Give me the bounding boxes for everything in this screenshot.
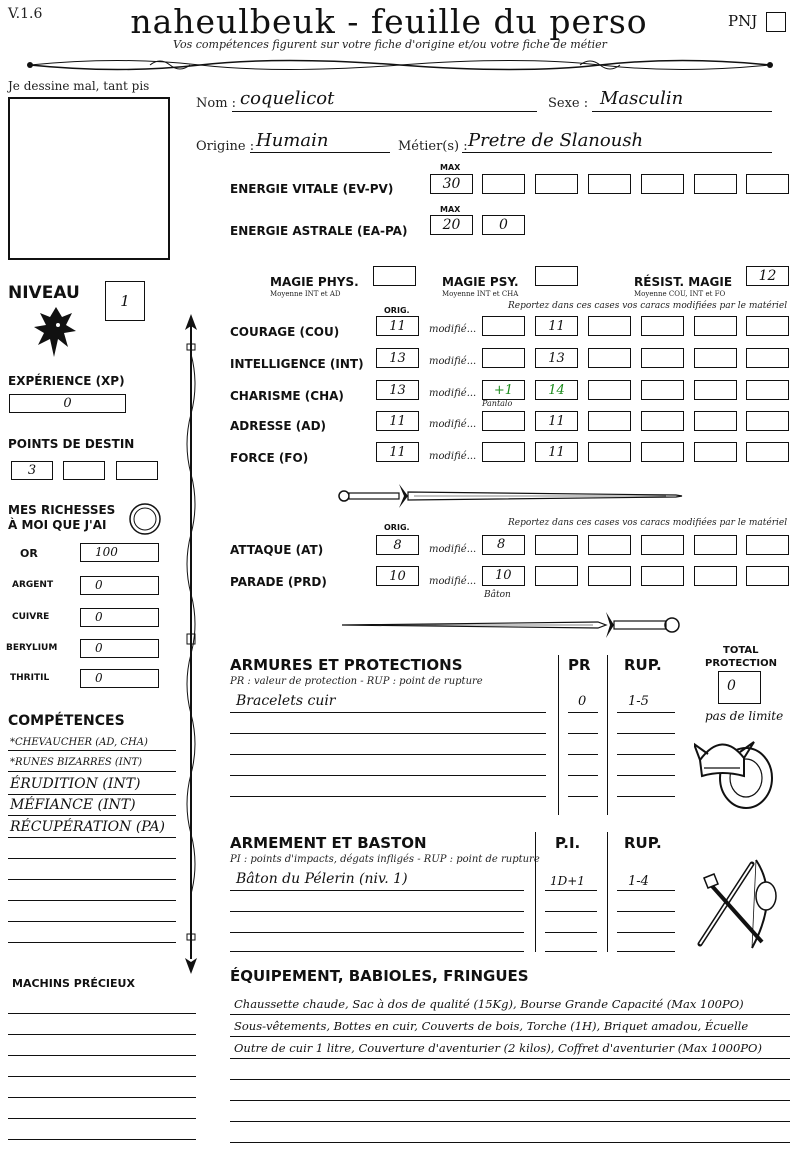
level-label: NIVEAU	[8, 283, 80, 303]
weapon-row-line-3	[230, 932, 524, 933]
combat-mod5-prd[interactable]	[694, 566, 737, 586]
stat-modifier-label-ad: modifié...	[429, 419, 477, 430]
skill-line-5	[8, 837, 176, 838]
weapon-row-line-4b	[545, 951, 597, 952]
armor-row-line-4c	[617, 775, 675, 776]
equipment-line-3[interactable]: Outre de cuir 1 litre, Couverture d'aventurier (2 kilos), Coffret d'aventurier (Max 1000PO)	[234, 1041, 762, 1055]
armor-item-name[interactable]: Bracelets cuir	[236, 693, 336, 709]
ea-label: ENERGIE ASTRALE (EA-PA)	[230, 224, 408, 238]
weapon-row-line-4	[230, 951, 524, 952]
stat-mod4-cha[interactable]	[641, 380, 684, 400]
combat-mod6-prd[interactable]	[746, 566, 789, 586]
stat-mod3-int[interactable]	[588, 348, 631, 368]
stat-mod5-ad[interactable]	[694, 411, 737, 431]
wealth-or-box[interactable]: 100	[80, 543, 159, 562]
wealth-berylium-label: BERYLIUM	[6, 643, 58, 653]
stat-mod4-cou[interactable]	[641, 316, 684, 336]
stat-mod6-cha[interactable]	[746, 380, 789, 400]
stat-modifier-label-fo: modifié...	[429, 451, 477, 462]
armor-row-line-2b	[568, 733, 598, 734]
combat-mod1-note-prd: Bâton	[484, 590, 511, 600]
xp-box[interactable]: 0	[9, 394, 126, 413]
armor-col-divider-2	[607, 655, 608, 815]
weapon-row-line-3b	[545, 932, 597, 933]
wealth-cuivre-box[interactable]: 0	[80, 608, 159, 627]
name-value[interactable]: coquelicot	[240, 88, 335, 109]
stat-mod1-note-cha: Pantalo	[482, 399, 513, 408]
job-value[interactable]: Pretre de Slanoush	[468, 130, 644, 151]
armor-item-pr[interactable]: 0	[578, 694, 587, 709]
equipment-rule-5	[230, 1100, 790, 1101]
sword-icon-2	[338, 608, 684, 642]
total-protection-box[interactable]: 0	[718, 671, 761, 704]
version-label: V.1.6	[8, 6, 43, 22]
sword-icon	[336, 480, 686, 512]
stat-mod5-int[interactable]	[694, 348, 737, 368]
combat-mod1-prd[interactable]: 10	[482, 566, 525, 586]
weapon-item-pi[interactable]: 1D+1	[550, 874, 585, 888]
skill-line-3	[8, 794, 176, 795]
stat-mod2-fo[interactable]: 11	[535, 442, 578, 462]
treasure-line-5	[8, 1097, 196, 1098]
armor-item-rup[interactable]: 1-5	[628, 694, 649, 709]
equipment-line-1[interactable]: Chaussette chaude, Sac à dos de qualité (15Kg), Bourse Grande Capacité (Max 100PO)	[234, 997, 744, 1011]
equipment-rule-2	[230, 1036, 790, 1037]
ev-box-5[interactable]	[694, 174, 737, 194]
ea-max-box[interactable]: 20	[430, 215, 473, 235]
skill-item-2[interactable]: *RUNES BIZARRES (INT)	[10, 757, 143, 768]
skill-item-5[interactable]: RÉCUPÉRATION (PA)	[10, 819, 166, 835]
portrait-caption: Je dessine mal, tant pis	[8, 79, 150, 93]
npc-checkbox[interactable]	[766, 12, 786, 32]
xp-label: EXPÉRIENCE (XP)	[8, 374, 125, 388]
armor-col-divider-1	[558, 655, 559, 815]
armor-row-line-3c	[617, 754, 675, 755]
armor-row-line-5	[230, 796, 546, 797]
origin-value[interactable]: Humain	[256, 130, 329, 151]
stat-label-fo: FORCE (FO)	[230, 451, 309, 465]
treasure-line-6	[8, 1118, 196, 1119]
equipment-rule-4	[230, 1079, 790, 1080]
npc-label: PNJ	[728, 12, 758, 30]
combat-modifier-label-at: modifié...	[429, 544, 477, 555]
stat-mod1-ad[interactable]	[482, 411, 525, 431]
wealth-argent-box[interactable]: 0	[80, 576, 159, 595]
weapons-title: ARMEMENT ET BASTON	[230, 834, 427, 852]
magic-phys-box[interactable]	[373, 266, 416, 286]
stat-mod3-cha[interactable]	[588, 380, 631, 400]
resist-magic-label: RÉSIST. MAGIE	[634, 275, 733, 289]
ev-box-1[interactable]	[482, 174, 525, 194]
stat-mod4-fo[interactable]	[641, 442, 684, 462]
wealth-argent-label: ARGENT	[12, 580, 54, 590]
dragon-icon	[32, 303, 80, 363]
weapons-note: PI : points d'impacts, dégats infligés - RUP : point de rupture	[230, 854, 540, 865]
armor-row-line-5c	[617, 796, 675, 797]
stat-mod3-ad[interactable]	[588, 411, 631, 431]
name-underline	[232, 111, 537, 112]
weapon-row-line-2c	[617, 911, 675, 912]
ev-max-box[interactable]: 30	[430, 174, 473, 194]
combat-mod4-prd[interactable]	[641, 566, 684, 586]
weapons-col-pi: P.I.	[555, 834, 581, 852]
stat-mod2-ad[interactable]: 11	[535, 411, 578, 431]
stat-mod3-cou[interactable]	[588, 316, 631, 336]
combat-mod4-at[interactable]	[641, 535, 684, 555]
stat-modifier-label-int: modifié...	[429, 356, 477, 367]
destiny-box-1[interactable]: 3	[11, 461, 53, 480]
total-protection-label-1: TOTAL	[723, 645, 759, 656]
wealth-or-label: OR	[20, 547, 38, 560]
armor-row-line-1c	[617, 712, 675, 713]
weapons-col-divider-1	[535, 832, 536, 952]
equipment-rule-3	[230, 1058, 790, 1059]
armor-row-line-1	[230, 712, 546, 713]
stat-mod6-fo[interactable]	[746, 442, 789, 462]
weapon-row-line-1	[230, 890, 524, 891]
stat-mod1-cha[interactable]: +1	[482, 380, 525, 400]
stat-modifier-label-cha: modifié...	[429, 388, 477, 399]
stats-orig-label: ORIG.	[384, 306, 410, 315]
treasures-title: MACHINS PRÉCIEUX	[12, 977, 135, 990]
stat-mod4-ad[interactable]	[641, 411, 684, 431]
stat-orig-int[interactable]: 13	[376, 348, 419, 368]
stat-mod6-int[interactable]	[746, 348, 789, 368]
armor-row-line-3	[230, 754, 546, 755]
stat-label-cou: COURAGE (COU)	[230, 325, 340, 339]
armor-col-pr: PR	[568, 656, 591, 674]
combat-mod6-at[interactable]	[746, 535, 789, 555]
weapon-row-line-2b	[545, 911, 597, 912]
magic-phys-note: Moyenne INT et AD	[270, 290, 341, 298]
armor-row-line-5b	[568, 796, 598, 797]
ev-box-6[interactable]	[746, 174, 789, 194]
equipment-rule-1	[230, 1014, 790, 1015]
skill-line-9	[8, 921, 176, 922]
level-box[interactable]: 1	[105, 281, 145, 321]
skill-line-8	[8, 900, 176, 901]
name-label: Nom :	[196, 96, 237, 111]
coin-icon	[128, 502, 162, 536]
ev-box-2[interactable]	[535, 174, 578, 194]
armor-col-rup: RUP.	[624, 656, 662, 674]
job-label: Métier(s) :	[398, 139, 468, 154]
equipment-rule-6	[230, 1121, 790, 1122]
stat-mod1-fo[interactable]	[482, 442, 525, 462]
resist-magic-note: Moyenne COU, INT et FO	[634, 290, 726, 298]
stat-orig-cou[interactable]: 11	[376, 316, 419, 336]
sex-underline	[592, 111, 772, 112]
ev-label: ENERGIE VITALE (EV-PV)	[230, 182, 394, 196]
portrait-box[interactable]	[8, 97, 170, 260]
skill-item-3[interactable]: ÉRUDITION (INT)	[10, 776, 141, 792]
combat-orig-label: ORIG.	[384, 523, 410, 532]
skill-item-1[interactable]: *CHEVAUCHER (AD, CHA)	[10, 737, 148, 748]
armor-row-line-2c	[617, 733, 675, 734]
skill-line-1	[8, 750, 176, 751]
magic-psy-box[interactable]	[535, 266, 578, 286]
stat-mod2-int[interactable]: 13	[535, 348, 578, 368]
treasure-line-3	[8, 1055, 196, 1056]
skill-line-2	[8, 771, 176, 772]
wealth-thritil-box[interactable]: 0	[80, 669, 159, 688]
combat-mod5-at[interactable]	[694, 535, 737, 555]
stat-mod1-cou[interactable]	[482, 316, 525, 336]
weapons-icon	[692, 856, 782, 952]
sex-label: Sexe :	[548, 96, 589, 111]
ev-box-4[interactable]	[641, 174, 684, 194]
treasure-line-2	[8, 1034, 196, 1035]
magic-psy-label: MAGIE PSY.	[442, 275, 519, 289]
armor-title: ARMURES ET PROTECTIONS	[230, 656, 463, 674]
page-subtitle: Vos compétences figurent sur votre fiche d'origine et/ou votre fiche de métier	[173, 38, 607, 51]
stat-orig-ad[interactable]: 11	[376, 411, 419, 431]
armor-row-line-3b	[568, 754, 598, 755]
combat-mod1-at[interactable]: 8	[482, 535, 525, 555]
equipment-rule-7	[230, 1142, 790, 1143]
ev-box-3[interactable]	[588, 174, 631, 194]
skills-title: COMPÉTENCES	[8, 713, 125, 729]
combat-note: Reportez dans ces cases vos caracs modifiées par le matériel	[508, 518, 788, 528]
combat-label-prd: PARADE (PRD)	[230, 575, 327, 589]
stat-orig-cha[interactable]: 13	[376, 380, 419, 400]
magic-phys-label: MAGIE PHYS.	[270, 275, 359, 289]
spear-ornament	[180, 314, 202, 974]
stat-mod6-ad[interactable]	[746, 411, 789, 431]
treasure-line-1	[8, 1013, 196, 1014]
header-ornament	[0, 52, 800, 78]
page-title: naheulbeuk - feuille du perso	[130, 2, 648, 41]
combat-modifier-label-prd: modifié...	[429, 576, 477, 587]
origin-underline	[250, 152, 390, 153]
combat-mod2-prd[interactable]	[535, 566, 578, 586]
wealth-thritil-label: THRITIL	[10, 673, 50, 683]
skill-line-7	[8, 879, 176, 880]
wealth-berylium-box[interactable]: 0	[80, 639, 159, 658]
stat-label-cha: CHARISME (CHA)	[230, 389, 344, 403]
armor-note: PR : valeur de protection - RUP : point de rupture	[230, 676, 483, 687]
stat-mod6-cou[interactable]	[746, 316, 789, 336]
wealth-cuivre-label: CUIVRE	[12, 612, 50, 622]
ev-max-label: MAX	[440, 163, 461, 172]
combat-mod3-prd[interactable]	[588, 566, 631, 586]
skill-line-10	[8, 942, 176, 943]
resist-magic-box[interactable]: 12	[746, 266, 789, 286]
weapon-row-line-4c	[617, 951, 675, 952]
destiny-box-3[interactable]	[116, 461, 158, 480]
wealth-label-1: MES RICHESSES	[8, 503, 116, 517]
destiny-label: POINTS DE DESTIN	[8, 437, 135, 451]
combat-orig-prd[interactable]: 10	[376, 566, 419, 586]
combat-orig-at[interactable]: 8	[376, 535, 419, 555]
stat-mod1-int[interactable]	[482, 348, 525, 368]
weapon-item-rup[interactable]: 1-4	[628, 874, 649, 889]
limit-note: pas de limite	[705, 709, 784, 723]
stat-label-ad: ADRESSE (AD)	[230, 419, 327, 433]
treasure-line-7	[8, 1139, 196, 1140]
ea-box-1[interactable]: 0	[482, 215, 525, 235]
helmet-shield-icon	[694, 724, 778, 812]
armor-row-line-4b	[568, 775, 598, 776]
weapon-row-line-2	[230, 911, 524, 912]
equipment-title: ÉQUIPEMENT, BABIOLES, FRINGUES	[230, 967, 529, 985]
weapon-row-line-3c	[617, 932, 675, 933]
skill-line-6	[8, 858, 176, 859]
skill-line-4	[8, 815, 176, 816]
stat-label-int: INTELLIGENCE (INT)	[230, 357, 364, 371]
treasure-line-4	[8, 1076, 196, 1077]
origin-label: Origine :	[196, 139, 255, 154]
total-protection-label-2: PROTECTION	[705, 658, 777, 669]
weapon-row-line-1b	[545, 890, 597, 891]
stat-orig-fo[interactable]: 11	[376, 442, 419, 462]
skill-item-4[interactable]: MÉFIANCE (INT)	[10, 797, 136, 813]
armor-row-line-4	[230, 775, 546, 776]
stat-mod5-fo[interactable]	[694, 442, 737, 462]
stat-mod4-int[interactable]	[641, 348, 684, 368]
stat-modifier-label-cou: modifié...	[429, 324, 477, 335]
stat-mod5-cou[interactable]	[694, 316, 737, 336]
magic-psy-note: Moyenne INT et CHA	[442, 290, 519, 298]
weapon-row-line-1c	[617, 890, 675, 891]
armor-row-line-2	[230, 733, 546, 734]
sex-value[interactable]: Masculin	[600, 88, 684, 109]
job-underline	[462, 152, 772, 153]
destiny-box-2[interactable]	[63, 461, 105, 480]
weapon-item-name[interactable]: Bâton du Pélerin (niv. 1)	[236, 871, 408, 887]
combat-label-at: ATTAQUE (AT)	[230, 543, 324, 557]
weapons-col-rup: RUP.	[624, 834, 662, 852]
armor-row-line-1b	[568, 712, 598, 713]
stat-mod3-fo[interactable]	[588, 442, 631, 462]
equipment-line-2[interactable]: Sous-vêtements, Bottes en cuir, Couverts de bois, Torche (1H), Briquet amadou, Écuelle	[234, 1019, 749, 1033]
combat-mod3-at[interactable]	[588, 535, 631, 555]
ea-max-label: MAX	[440, 205, 461, 214]
stats-note: Reportez dans ces cases vos caracs modifiées par le matériel	[508, 301, 788, 311]
weapons-col-divider-2	[607, 832, 608, 952]
wealth-label-2: À MOI QUE J'AI	[8, 518, 107, 532]
stat-mod5-cha[interactable]	[694, 380, 737, 400]
combat-mod2-at[interactable]	[535, 535, 578, 555]
stat-mod2-cha[interactable]: 14	[535, 380, 578, 400]
stat-mod2-cou[interactable]: 11	[535, 316, 578, 336]
